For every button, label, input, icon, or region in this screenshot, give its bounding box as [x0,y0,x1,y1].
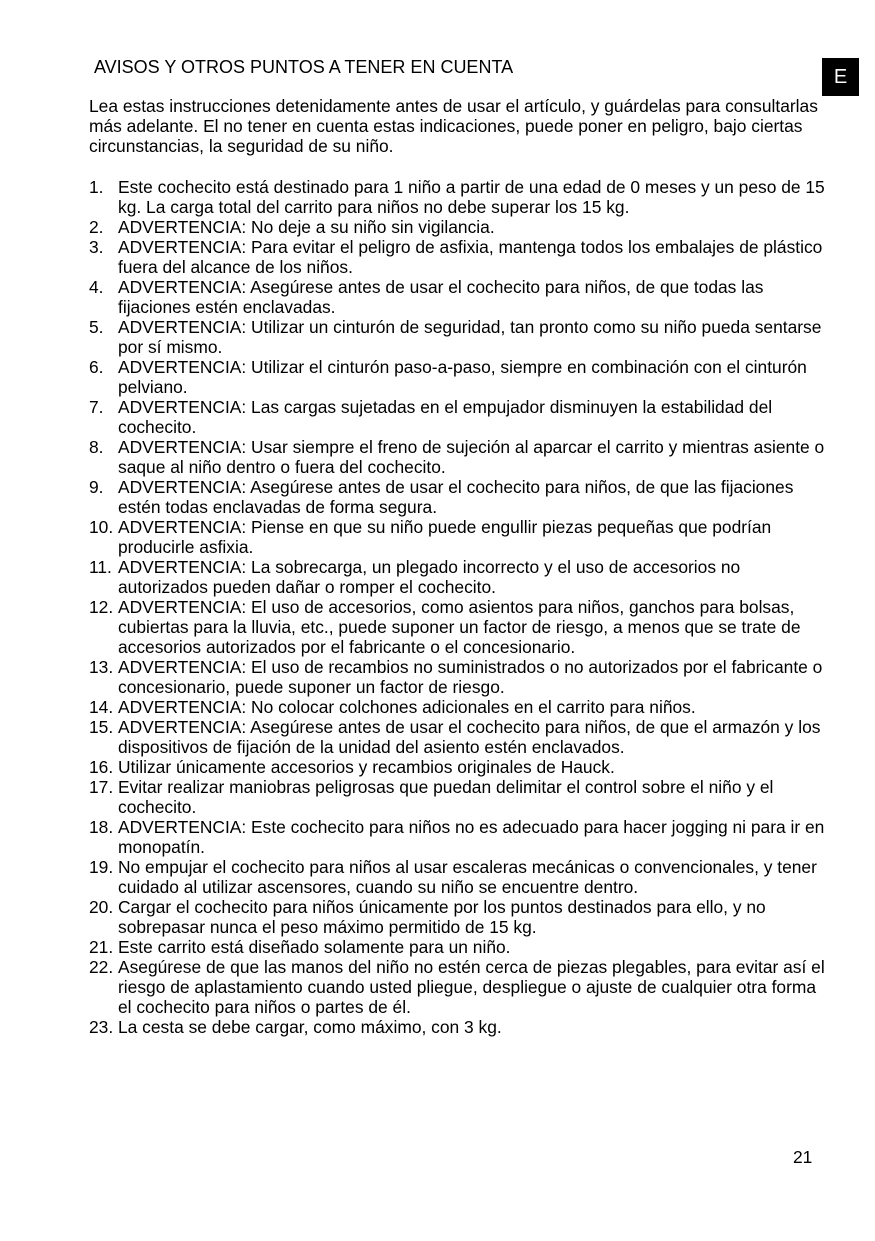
list-item [89,1017,829,1037]
item-number: 9. [89,477,104,497]
item-text: ADVERTENCIA: Las cargas sujetadas en el empujador disminuyen la estabilidad del cochecito. [118,397,773,437]
item-number: 23. [89,1017,114,1037]
list-item [89,557,829,597]
list-item [89,357,829,397]
list-item [89,937,829,957]
list-item [89,857,829,897]
item-text: No empujar el cochecito para niños al usar escaleras mecánicas o convencionales, y tener cuidado al utilizar ascensores, cuando su niño se encuentre dentro. [118,857,817,897]
item-text: Este carrito está diseñado solamente para un niño. [118,937,511,957]
item-text: Asegúrese de que las manos del niño no estén cerca de piezas plegables, para evitar así el riesgo de aplastamiento cuando usted pliegue, despliegue o ajuste de cualquier otra forma el cochecito para niños o partes de él. [118,957,825,1017]
list-item [89,817,829,857]
item-text: Evitar realizar maniobras peligrosas que puedan delimitar el control sobre el niño y el cochecito. [118,777,774,817]
item-text: La cesta se debe cargar, como máximo, con 3 kg. [118,1017,502,1037]
item-text: ADVERTENCIA: Utilizar un cinturón de seguridad, tan pronto como su niño pueda sentarse por sí mismo. [118,317,822,357]
item-text: ADVERTENCIA: Asegúrese antes de usar el cochecito para niños, de que las fijaciones estén todas enclavadas de forma segura. [118,477,794,517]
item-text: ADVERTENCIA: La sobrecarga, un plegado incorrecto y el uso de accesorios no autorizados pueden dañar o romper el cochecito. [118,557,741,597]
list-item [89,217,829,237]
item-number: 22. [89,957,114,977]
item-text: ADVERTENCIA: Piense en que su niño puede engullir piezas pequeñas que podrían producirle asfixia. [118,517,772,557]
item-text: Cargar el cochecito para niños únicamente por los puntos destinados para ello, y no sobrepasar nunca el peso máximo permitido de 15 kg. [118,897,766,937]
list-item [89,717,829,757]
language-tab: E [822,58,859,96]
item-text: ADVERTENCIA: Este cochecito para niños no es adecuado para hacer jogging ni para ir en monopatín. [118,817,825,857]
list-item [89,597,829,657]
item-number: 12. [89,597,114,617]
list-item [89,277,829,317]
item-text: ADVERTENCIA: No colocar colchones adicionales en el carrito para niños. [118,697,696,717]
item-number: 21. [89,937,114,957]
list-item [89,477,829,517]
item-number: 20. [89,897,114,917]
item-text: ADVERTENCIA: El uso de recambios no suministrados o no autorizados por el fabricante o concesionario, puede suponer un factor de riesgo. [118,657,823,697]
item-number: 14. [89,697,114,717]
item-number: 3. [89,237,104,257]
item-text: ADVERTENCIA: Utilizar el cinturón paso-a-paso, siempre en combinación con el cinturón pelviano. [118,357,807,397]
item-text: Este cochecito está destinado para 1 niño a partir de una edad de 0 meses y un peso de 15 kg. La carga total del carrito para niños no debe superar los 15 kg. [118,177,825,217]
page-number: 21 [793,1147,813,1167]
item-number: 13. [89,657,114,677]
list-item [89,397,829,437]
item-number: 8. [89,437,104,457]
list-item [89,777,829,817]
list-item [89,897,829,937]
item-number: 1. [89,177,104,197]
intro-paragraph: Lea estas instrucciones detenidamente antes de usar el artículo, y guárdelas para consultarlas más adelante. El no tener en cuenta estas indicaciones, puede poner en peligro, bajo ciertas circunstancias, la seguridad de su niño. [89,96,818,156]
list-item [89,177,829,217]
item-text: ADVERTENCIA: Usar siempre el freno de sujeción al aparcar el carrito y mientras asiente o saque al niño dentro o fuera del cochecito. [118,437,825,477]
item-number: 11. [89,557,112,577]
item-number: 10. [89,517,114,537]
list-item [89,757,829,777]
item-number: 6. [89,357,104,377]
list-item [89,317,829,357]
item-text: ADVERTENCIA: Para evitar el peligro de asfixia, mantenga todos los embalajes de plástico fuera del alcance de los niños. [118,237,823,277]
list-item [89,437,829,477]
warnings-list [89,177,829,1037]
list-item [89,697,829,717]
item-text: ADVERTENCIA: El uso de accesorios, como asientos para niños, ganchos para bolsas, cubiertas para la lluvia, etc., puede suponer un factor de riesgo, a menos que se trate de accesorios autorizados por el fabricante o el concesionario. [118,597,801,657]
list-item [89,517,829,557]
list-item [89,237,829,277]
item-number: 4. [89,277,104,297]
item-number: 16. [89,757,114,777]
item-text: ADVERTENCIA: Asegúrese antes de usar el cochecito para niños, de que el armazón y los dispositivos de fijación de la unidad del asiento estén enclavados. [118,717,821,757]
list-item [89,957,829,1017]
page-title: AVISOS Y OTROS PUNTOS A TENER EN CUENTA [94,57,514,77]
list-item [89,657,829,697]
item-number: 18. [89,817,114,837]
item-number: 5. [89,317,104,337]
item-number: 19. [89,857,114,877]
item-number: 2. [89,217,104,237]
item-text: ADVERTENCIA: Asegúrese antes de usar el cochecito para niños, de que todas las fijaciones estén enclavadas. [118,277,764,317]
item-number: 17. [89,777,114,797]
item-text: ADVERTENCIA: No deje a su niño sin vigilancia. [118,217,495,237]
item-number: 15. [89,717,114,737]
item-number: 7. [89,397,104,417]
item-text: Utilizar únicamente accesorios y recambios originales de Hauck. [118,757,615,777]
